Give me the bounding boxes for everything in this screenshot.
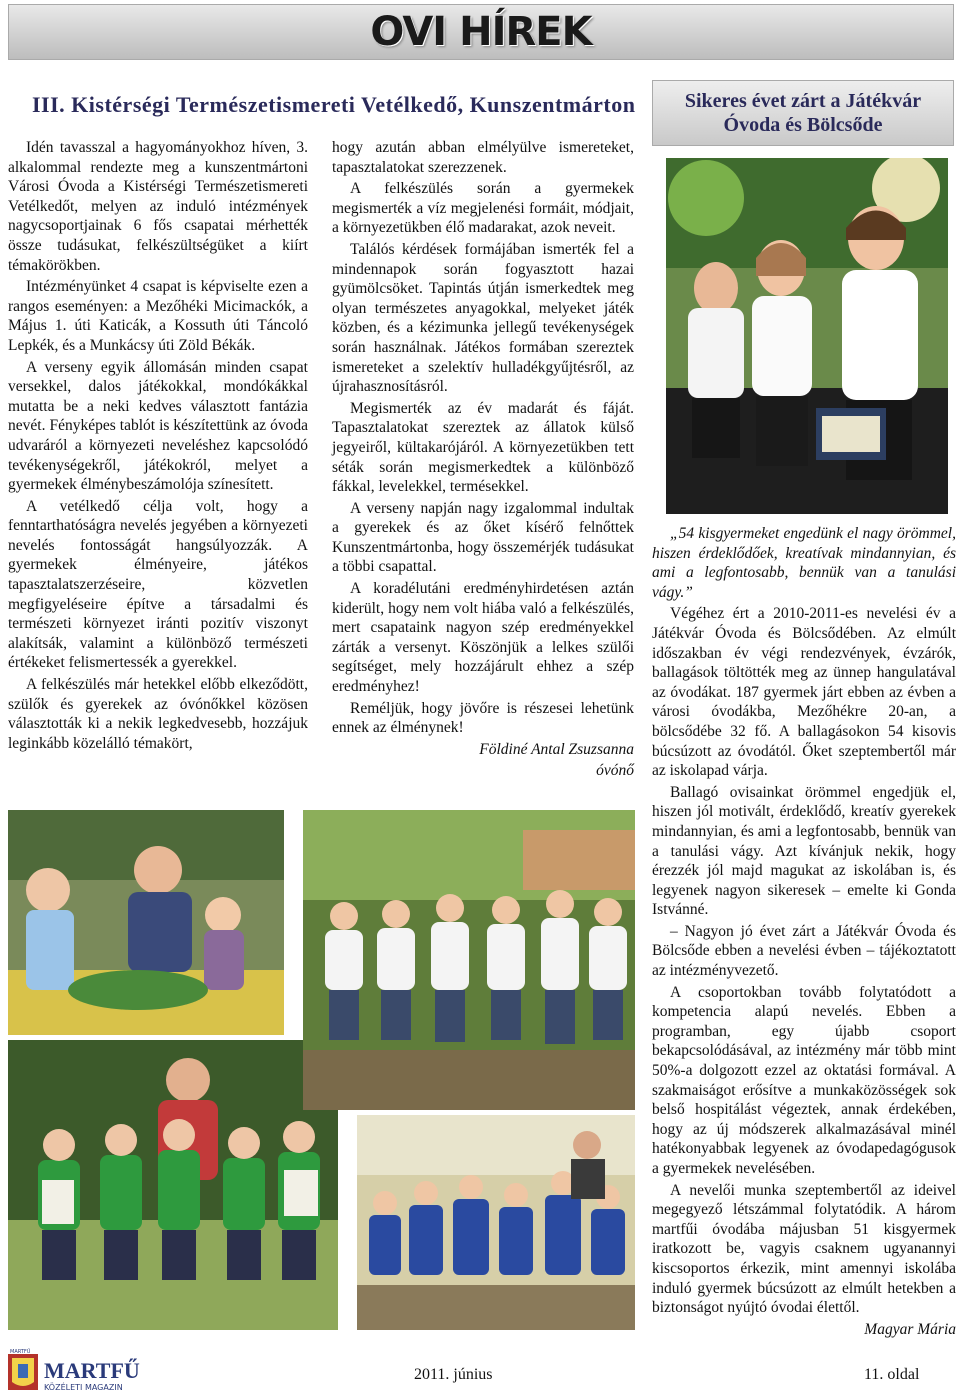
article-column-2 [332, 138, 634, 783]
paragraph: Intézményünket 4 csapat is képviselte ezen a rangos eseményen: a Mezőhéki Micimackók, a Május 1. úti Katicák, a Kossuth úti Táncoló Lepkék, és a Munkácsy úti Zöld Békák. [8, 278, 308, 354]
right-article-title [653, 81, 953, 137]
paragraph: – Nagyon jó évet zárt a Játékvár Óvoda és Bölcsőde ebben a nevelési évben – tájékoztatott az intézményvezető. [652, 922, 956, 980]
article-column-3 [652, 524, 956, 1341]
right-title-line1: Sikeres évet zárt a Játékvár [684, 90, 922, 112]
paragraph: A vetélkedő célja volt, hogy a fenntarthatóságra nevelés jegyében a környezeti nevelés fontosságát hangsúlyozzák. A gyermekek élményeire, játékos tapasztalatszerzéseire, közvetlen megfigyeléseire építve a társadalmi és természeti környezet iránti pozitív viszonyt alakítsák, valamint a különböző természeti értékeket felismertessék a gyerekkel. [8, 497, 308, 672]
paragraph: Ballagó ovisainkat örömmel engedjük el, hiszen jól motivált, érdeklődő, kreatív gyerekek mindannyian, és ami a legfontosabb, bennük van a tanulási vágy. Azt kívánjuk nekik, hogy érezzék jól majd magukat az iskolában is, és legyenek nagyon sikeresek – emelte ki Gonda Istvánné. [652, 783, 956, 919]
logo-subtitle: KÖZÉLETI MAGAZIN [44, 1383, 123, 1392]
section-banner [8, 4, 954, 60]
magazine-logo [8, 1348, 140, 1394]
paragraph: A verseny egyik állomásán minden csapat versekkel, dalos játékokkal, mondókákkal mutatta be a neki kedves választott fantázia nevét. Fényképes tablót is készítettünk az óvoda udvaráról a környezeti neveléshez kapcsolódó tevékenységekről, játékokról, melyet a gyermekek élménybeszámolója színesített. [8, 358, 308, 494]
logo-crest-label: MARTFŰ [10, 1349, 31, 1355]
left-article-header [8, 80, 644, 124]
paragraph: A felkészülés során a gyermekek megismerték a víz megjelenési formáit, módjait, a környezetükben élő madarakat, azok neveit. [332, 180, 634, 237]
pull-quote: „54 kisgyermeket engedünk el nagy örömmel, hiszen érdeklődőek, kreatívak mindannyian, és ami a legfontosabb, bennük van a tanulási vágy.” [652, 525, 956, 601]
paragraph: Találós kérdések formájában ismerték fel a mindennapok során fogyasztott hazai gyümölcsöket. Tapintás útján ismerkedtek meg olyan természetes anyagokkal, melyeket játék közben, és a kézimunka jellegű tevékenységek során használnak. Játékos formában szereztek ismereteket a szelektív hulladékgyűjtésről, az újrahasznosításról. [332, 240, 634, 396]
photo-children-blue-shirts [357, 1115, 635, 1330]
photo-children-green-shirts [8, 1040, 338, 1330]
paragraph: A verseny napján nagy izgalommal indultak a gyerekek és az őket kísérő felnőttek Kunszentmártonba, hogy összemérjék tudásukat a többi csapattal. [332, 499, 634, 576]
section-title: OVI HÍREK [370, 9, 592, 55]
author-name: Magyar Mária [864, 1320, 956, 1338]
left-article-title: III. Kistérségi Természetismereti Vetélkedő, Kunszentmárton [32, 92, 636, 117]
photo-children-table [8, 810, 284, 1035]
paragraph: A felkészülés már hetekkel előbb elkeződött, szülők és gyerekek az óvónőkkel közösen választották ki a nekik legkedvesebb, hozzájuk leginkább közelálló témakört, [8, 676, 308, 752]
photo-children-white-shirts [666, 158, 948, 514]
paragraph: hogy azután abban elmélyülve ismereteket, tapasztalatokat szerezzenek. [332, 139, 634, 176]
paragraph: A koradélutáni eredményhirdetésen aztán kiderült, hogy nem volt hiába való a felkészülés, mert csapataink nagyon szép eredményekkel zárták a versenyt. Köszönjük a lelkes szülői segítséget, mely hozzájárult ehhez a szép eredményhez! [332, 580, 634, 696]
issue-date: 2011. június [414, 1366, 493, 1383]
right-title-line2: Óvoda és Bölcsőde [723, 114, 883, 136]
photo-children-outdoors [303, 810, 635, 1110]
logo-title: MARTFŰ [44, 1358, 140, 1383]
author-name: Földiné Antal Zsuzsanna [479, 740, 634, 758]
page-number: 11. oldal [864, 1366, 920, 1383]
paragraph: A nevelői munka szeptembertől az ideivel megegyező létszámmal folytatódik. A három martfűi óvodába májusban 51 kisgyermek iratkozott be, vagyis csaknem ugyanannyi kiscsoportos érkezik, mint amennyi iskolába induló gyermek búcsúzott az elmúlt hetekben a biztonságot nyújtó óvodai élettől. [652, 1181, 956, 1317]
paragraph: Végéhez ért a 2010-2011-es nevelési év a Játékvár Óvoda és Bölcsődében. Az elmúlt időszakban év végi rendezvények, évzárók, ballagások töltötték meg az ünnep hangulatával az óvodákat. 187 gyermek járt ebben az évben a városi óvodákba, Mezőhékre 20-an, a bölcsődébe 32 fő. A ballagásokon 54 kisovis búcsúzott az óvodától. Őket szeptembertől már az iskolapad várja. [652, 605, 956, 780]
paragraph: Idén tavasszal a hagyományokhoz híven, 3. alkalommal rendezte meg a kunszentmártoni Városi Óvoda a Kistérségi Természetismereti Vetélkedőt, melyen az induló intézmények nagycsoportjainak 6 fős csapatai mérhették össze tudásukat, felkészültségüket a kiírt témakörökben. [8, 139, 308, 274]
paragraph: Megismerték az év madarát és fáját. Tapasztalatokat szereztek az állatok külső jegyeiről, kültakarójáról. A környezetükben tett séták során megismerkedtek a különböző fákkal, levelekkel, termésekkel. [332, 399, 634, 496]
article-column-1 [8, 138, 308, 755]
paragraph: Reméljük, hogy jövőre is részesei lehetünk ennek az élménynek! [332, 699, 634, 737]
right-article-header [652, 80, 954, 146]
author-role: óvónő [596, 762, 634, 780]
paragraph: A csoportokban tovább folytatódott a kompetencia alapú nevelés. Ebben a programban, egy újabb csoport bekapcsolódásával, az intézmény már több mint 50%-a dolgozott ezzel az oktatási formával. A szakmaiságot erősítve a munkaközösségek sok belső hospitálást végeztek, annak érdekében, hogy az új módszerek alkalmazásával minél hatékonyabbak legyenek az óvodapedagógusok a gyermekek nevelésében. [652, 983, 956, 1177]
